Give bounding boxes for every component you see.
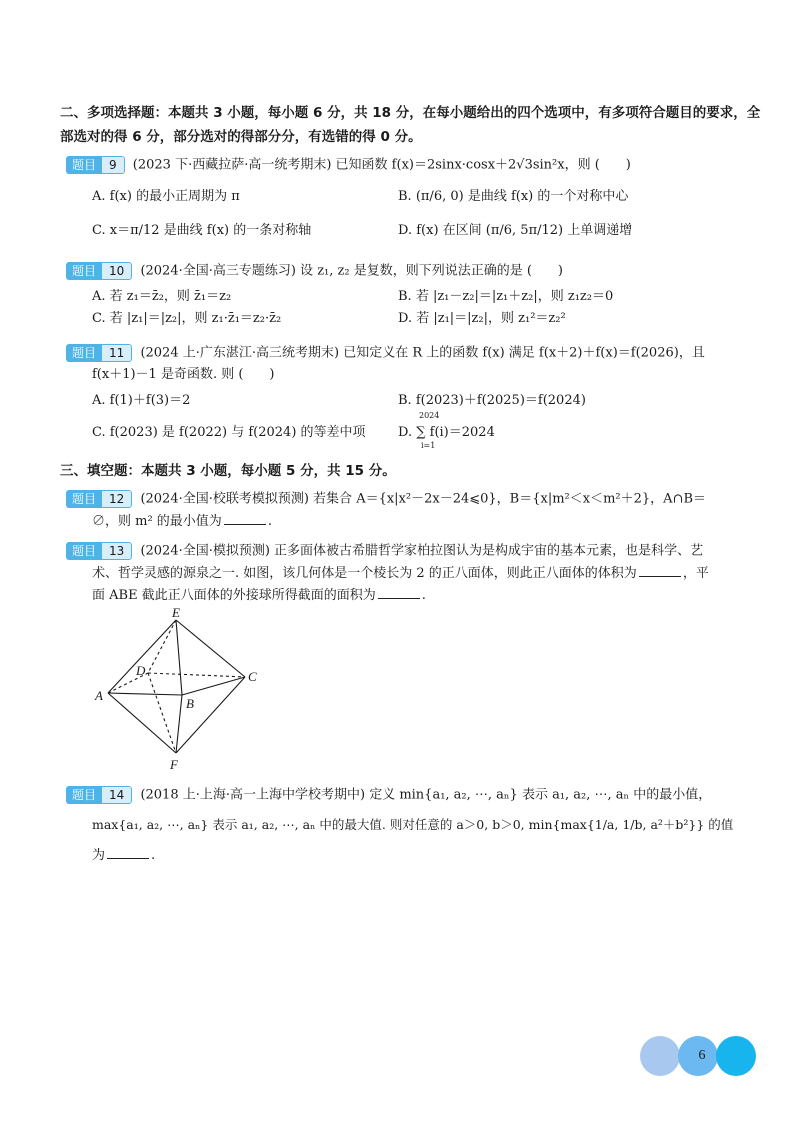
question-13 — [66, 542, 703, 561]
q10-option-d: D. 若 |z₁|＝|z₂|，则 z₁²＝z₂² — [398, 311, 566, 326]
question-10-stem: (2024·全国·高三专题练习) 设 z₁, z₂ 是复数，则下列说法正确的是 ( ) — [140, 263, 563, 279]
question-tag: 题目 10 — [66, 262, 132, 280]
q10-option-c: C. 若 |z₁|＝|z₂|，则 z₁·z̄₁＝z₂·z̄₂ — [92, 311, 282, 326]
edge-DC — [148, 673, 245, 677]
q11-sum-upper-limit: 2024 — [419, 411, 440, 420]
q9-option-a: A. f(x) 的最小正周期为 π — [92, 189, 240, 204]
question-14 — [66, 786, 711, 805]
question-12-stem-line1: (2024·全国·校联考模拟预测) 若集合 A＝{x|x²－2x－24⩽0}，B＝{x|m²＜x＜m²＋2}，A∩B＝ — [140, 491, 707, 507]
question-13-stem-line1: (2024·全国·模拟预测) 正多面体被古希腊哲学家柏拉图认为是构成宇宙的基本元素，也是科学、艺 — [140, 543, 704, 559]
edge-CF — [176, 677, 245, 753]
vertex-label-c: C — [248, 669, 257, 684]
q11-option-b: B. f(2023)＋f(2025)＝f(2024) — [398, 393, 586, 408]
q10-option-a: A. 若 z₁＝z̄₂，则 z̄₁＝z₂ — [92, 289, 232, 304]
question-11-stem-line2: f(x＋1)－1 是奇函数. 则 ( ) — [92, 367, 275, 382]
answer-blank[interactable] — [639, 564, 681, 577]
edge-AF — [108, 693, 176, 753]
question-14-stem-line2: max{a₁, a₂, ⋯, aₙ} 表示 a₁, a₂, ⋯, aₙ 中的最大值. 则对任意的 a＞0, b＞0, min{max{1/a, 1/b, a²＋b²}} 的值 — [92, 817, 734, 832]
question-14-stem-line1: (2018 上·上海·高一上海中学校考期中) 定义 min{a₁, a₂, ⋯, aₙ} 表示 a₁, a₂, ⋯, aₙ 中的最小值， — [140, 787, 712, 803]
section-2-heading-line1: 二、多项选择题：本题共 3 小题，每小题 6 分，共 18 分，在每小题给出的四个选项中，有多项符合题目的要求，全 — [60, 105, 761, 121]
edge-ED — [148, 620, 176, 673]
vertex-label-b: B — [186, 696, 194, 711]
edge-EC — [176, 620, 245, 677]
page-number-badge — [640, 1036, 760, 1076]
q10-option-b: B. 若 |z₁－z₂|＝|z₁＋z₂|，则 z₁z₂＝0 — [398, 289, 614, 304]
edge-EB — [176, 620, 182, 695]
q9-option-d: D. f(x) 在区间 (π/6, 5π/12) 上单调递增 — [398, 223, 633, 238]
question-9 — [66, 156, 631, 175]
edge-EA — [108, 620, 176, 693]
question-tag: 题目 9 — [66, 156, 125, 174]
q9-option-b: B. (π/6, 0) 是曲线 f(x) 的一个对称中心 — [398, 189, 629, 204]
question-tag: 题目 12 — [66, 490, 132, 508]
pager-circle-left — [640, 1036, 680, 1076]
page-number: 6 — [698, 1048, 706, 1063]
question-tag: 题目 13 — [66, 542, 132, 560]
octahedron-figure — [90, 605, 280, 775]
question-13-stem-line2: 术、哲学灵感的源泉之一. 如图，该几何体是一个棱长为 2 的正八面体，则此正八面体的体积为 ，平 — [92, 566, 709, 581]
question-13-stem-line3: 面 ABE 截此正八面体的外接球所得截面的面积为 . — [92, 588, 426, 603]
vertex-label-e: E — [172, 605, 180, 620]
q11-option-a: A. f(1)＋f(3)＝2 — [92, 393, 191, 408]
q9-option-c: C. x＝π/12 是曲线 f(x) 的一条对称轴 — [92, 223, 312, 238]
q11-option-d: D. ∑ f(i)＝2024 — [398, 425, 495, 440]
question-9-stem: (2023 下·西藏拉萨·高一统考期末) 已知函数 f(x)＝2sinx·cosx＋2√3sin²x，则 ( ) — [132, 157, 631, 173]
question-11-stem-line1: (2024 上·广东湛江·高三统考期末) 已知定义在 R 上的函数 f(x) 满足 f(x＋2)＋f(x)＝f(2026)，且 — [140, 345, 705, 361]
section-2-heading-line2: 部选对的得 6 分，部分选对的得部分分，有选错的得 0 分。 — [60, 129, 422, 145]
q11-option-c: C. f(2023) 是 f(2022) 与 f(2024) 的等差中项 — [92, 425, 366, 440]
question-tag: 题目 14 — [66, 786, 132, 804]
question-11 — [66, 344, 705, 363]
question-tag: 题目 11 — [66, 344, 132, 362]
vertex-label-a: A — [95, 688, 103, 703]
vertex-label-d: D — [136, 663, 146, 678]
vertex-label-f: F — [170, 757, 178, 772]
edge-BC — [182, 677, 245, 695]
answer-blank[interactable] — [224, 512, 266, 525]
edge-BF — [176, 695, 182, 753]
question-12 — [66, 490, 706, 509]
question-14-stem-line3: 为 . — [92, 848, 156, 863]
answer-blank[interactable] — [107, 846, 149, 859]
answer-blank[interactable] — [378, 586, 420, 599]
pager-circle-right — [716, 1036, 756, 1076]
section-3-heading: 三、填空题：本题共 3 小题，每小题 5 分，共 15 分。 — [60, 463, 396, 479]
question-10 — [66, 262, 563, 281]
edge-AB — [108, 693, 182, 695]
question-12-stem-line2: ∅，则 m² 的最小值为 . — [92, 514, 272, 529]
q11-sum-lower-limit: i=1 — [421, 441, 436, 450]
